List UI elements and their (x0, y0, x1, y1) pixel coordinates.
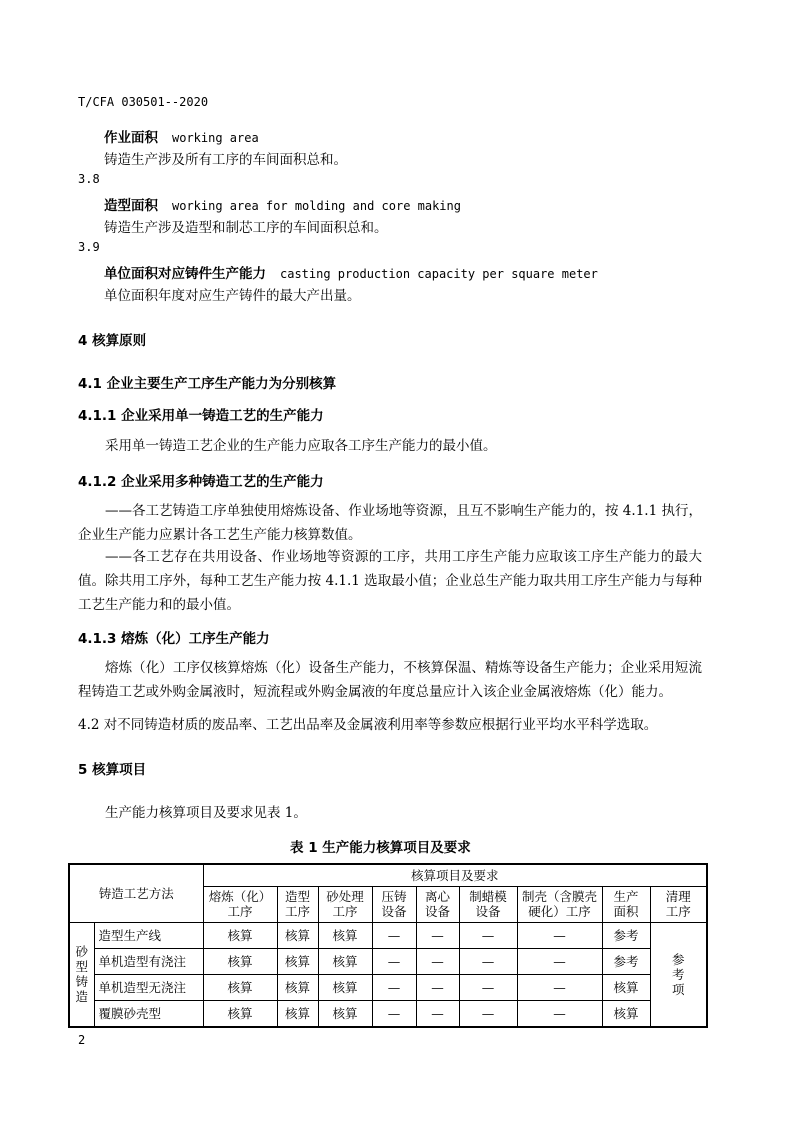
column-header: 离心 设备 (416, 886, 459, 922)
table-cell: 核算 (277, 974, 318, 1000)
term-title (104, 194, 461, 214)
table-cell: — (459, 974, 517, 1000)
paragraph: ——各工艺铸造工序单独使用熔炼设备、作业场地等资源，且互不影响生产能力的，按 4.1.1 执行，企业生产能力应累计各工艺生产能力核算数值。 (78, 503, 702, 543)
page-number: 2 (78, 1033, 86, 1047)
table-cell: — (517, 922, 602, 948)
table-cell: — (517, 974, 602, 1000)
term-definition: 单位面积年度对应生产铸件的最大产出量。 (104, 288, 361, 304)
section-heading: 4 核算原则 (78, 333, 147, 349)
term-title (104, 126, 259, 146)
term-title (104, 262, 598, 282)
column-header: 砂处理 工序 (318, 886, 372, 922)
table-cell: 核算 (602, 974, 650, 1000)
table-cell: 核算 (318, 1000, 372, 1027)
table-cell: — (517, 948, 602, 974)
column-header: 制蜡模 设备 (459, 886, 517, 922)
table-cell: — (372, 1000, 416, 1027)
term-number: 3.9 (78, 240, 100, 254)
term-en: working area for molding and core making (172, 199, 461, 213)
table-cell: 核算 (203, 974, 277, 1000)
term-zh: 作业面积 (104, 130, 158, 146)
table-cell: — (416, 1000, 459, 1027)
page-header: T/CFA 030501--2020 (78, 95, 209, 109)
table-cell: — (372, 948, 416, 974)
table-row (69, 922, 707, 948)
row-label: 单机造型有浇注 (94, 948, 203, 974)
column-header: 熔炼（化） 工序 (203, 886, 277, 922)
paragraph: ——各工艺存在共用设备、作业场地等资源的工序，共用工序生产能力应取该工序生产能力的最大值。除共用工序外，每种工艺生产能力按 4.1.1 选取最小值；企业总生产能力取共用工序生产能力与每种工艺生产能力和的最小值。 (78, 549, 702, 613)
clause-heading: 4.1 企业主要生产工序生产能力为分别核算 (78, 376, 337, 392)
corner-header: 铸造工艺方法 (69, 864, 203, 922)
term-zh: 单位面积对应铸件生产能力 (104, 266, 266, 282)
table-cell: — (416, 922, 459, 948)
column-header: 压铸 设备 (372, 886, 416, 922)
table-cell: 核算 (602, 1000, 650, 1027)
table-cell: 参考 (602, 948, 650, 974)
table-header-row (69, 864, 707, 886)
group-label: 砂 型 铸 造 (69, 922, 94, 1027)
table-cell: 核算 (203, 922, 277, 948)
merged-cell: 参 考 项 (650, 922, 707, 1027)
table-cell: — (372, 974, 416, 1000)
group-header: 核算项目及要求 (203, 864, 707, 886)
table-cell: — (459, 948, 517, 974)
table-cell: — (459, 1000, 517, 1027)
row-label: 单机造型无浇注 (94, 974, 203, 1000)
table-cell: 核算 (203, 948, 277, 974)
clause-heading: 4.1.1 企业采用单一铸造工艺的生产能力 (78, 408, 324, 424)
table-cell: — (416, 974, 459, 1000)
table-caption: 表 1 生产能力核算项目及要求 (290, 840, 471, 856)
term-zh: 造型面积 (104, 198, 158, 214)
clause-heading: 4.1.2 企业采用多种铸造工艺的生产能力 (78, 474, 324, 490)
paragraph: 熔炼（化）工序仅核算熔炼（化）设备生产能力，不核算保温、精炼等设备生产能力；企业采用短流程铸造工艺或外购金属液时，短流程或外购金属液的年度总量应计入该企业金属液熔炼（化）能力。 (78, 660, 702, 700)
table-cell: 核算 (277, 1000, 318, 1027)
term-number: 3.8 (78, 172, 100, 186)
column-header: 生产 面积 (602, 886, 650, 922)
paragraph: 采用单一铸造工艺企业的生产能力应取各工序生产能力的最小值。 (105, 438, 497, 454)
term-en: working area (172, 131, 259, 145)
table-cell: 核算 (318, 948, 372, 974)
clause-heading: 4.1.3 熔炼（化）工序生产能力 (78, 631, 270, 647)
term-definition: 铸造生产涉及所有工序的车间面积总和。 (104, 152, 347, 168)
section-heading: 5 核算项目 (78, 762, 147, 778)
table-row (69, 974, 707, 1000)
table-cell: — (517, 1000, 602, 1027)
table-cell: 核算 (318, 922, 372, 948)
table-cell: 参考 (602, 922, 650, 948)
clause-paragraph: 4.2 对不同铸造材质的废品率、工艺出品率及金属液利用率等参数应根据行业平均水平科学选取。 (78, 717, 658, 733)
table-cell: 核算 (277, 948, 318, 974)
table-cell: 核算 (318, 974, 372, 1000)
table-row (69, 1000, 707, 1027)
table-cell: 核算 (277, 922, 318, 948)
table-cell: — (459, 922, 517, 948)
row-label: 覆膜砂壳型 (94, 1000, 203, 1027)
column-header: 清理 工序 (650, 886, 707, 922)
capacity-table (68, 863, 708, 1028)
column-header: 制壳（含膜壳 硬化）工序 (517, 886, 602, 922)
term-definition: 铸造生产涉及造型和制芯工序的车间面积总和。 (104, 220, 388, 236)
paragraph: 生产能力核算项目及要求见表 1。 (105, 805, 307, 821)
table-row (69, 948, 707, 974)
column-header: 造型 工序 (277, 886, 318, 922)
table-cell: 核算 (203, 1000, 277, 1027)
table-cell: — (416, 948, 459, 974)
term-en: casting production capacity per square meter (280, 267, 598, 281)
table-cell: — (372, 922, 416, 948)
row-label: 造型生产线 (94, 922, 203, 948)
